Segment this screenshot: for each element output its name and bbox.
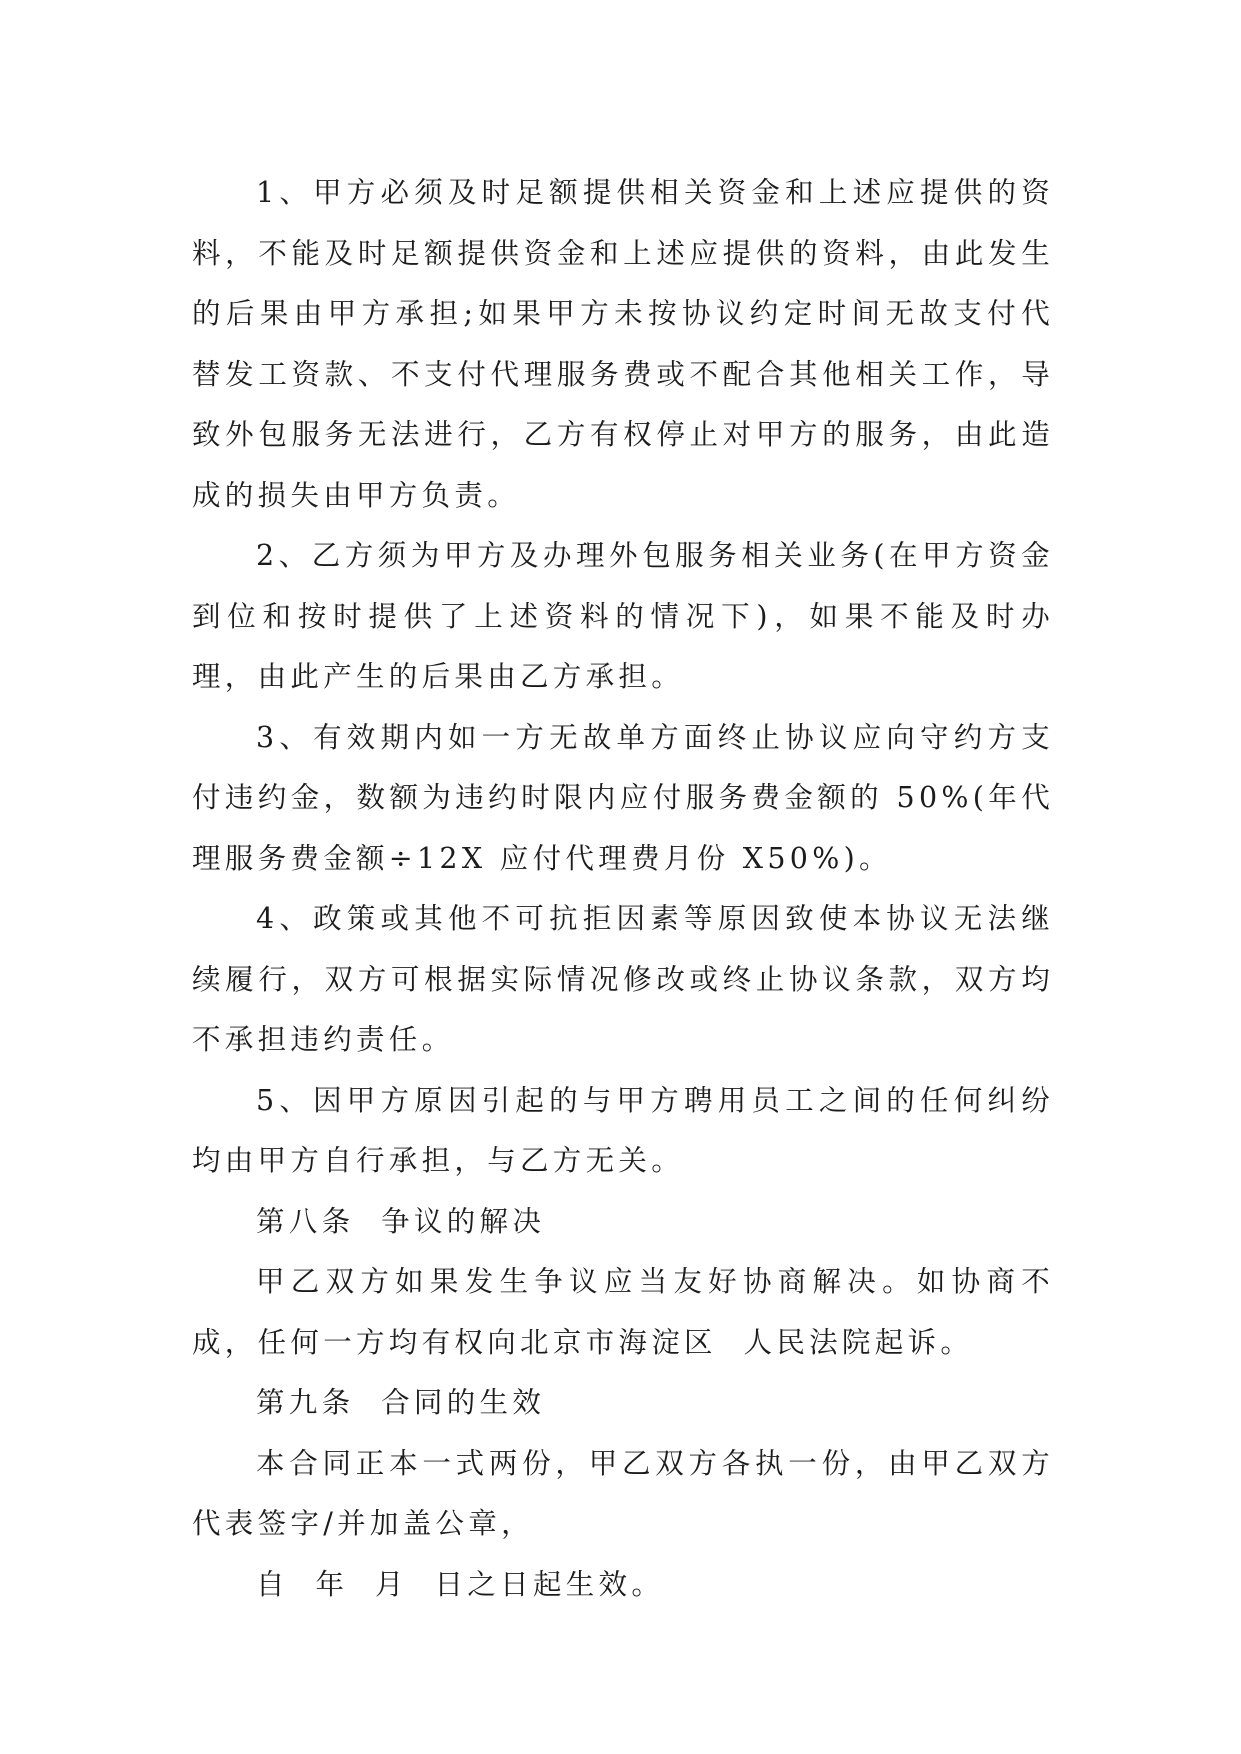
clause-1-paragraph: 1、甲方必须及时足额提供相关资金和上述应提供的资料，不能及时足额提供资金和上述应提供的资料，由此发生的后果由甲方承担;如果甲方未按协议约定时间无故支付代替发工资款、不支付代理服务费或不配合其他相关工作，导致外包服务无法进行，乙方有权停止对甲方的服务，由此造成的损失由甲方负责。 xyxy=(192,176,1054,512)
document-body xyxy=(192,163,1054,1615)
article-9-heading: 第九条 合同的生效 xyxy=(256,1386,546,1419)
clause-5-paragraph: 5、因甲方原因引起的与甲方聘用员工之间的任何纠纷均由甲方自行承担，与乙方无关。 xyxy=(192,1083,1054,1177)
contract-copies-paragraph: 本合同正本一式两份，甲乙双方各执一份，由甲乙双方代表签字/并加盖公章， xyxy=(192,1446,1054,1540)
clause-3-paragraph: 3、有效期内如一方无故单方面终止协议应向守约方支付违约金，数额为违约时限内应付服务费金额的 50%(年代理服务费金额÷12X 应付代理费月份 X50%)。 xyxy=(192,720,1054,875)
clause-4-paragraph: 4、政策或其他不可抗拒因素等原因致使本协议无法继续履行，双方可根据实际情况修改或终止协议条款，双方均不承担违约责任。 xyxy=(192,902,1054,1056)
effective-date-paragraph: 自 年 月 日之日起生效。 xyxy=(256,1567,665,1601)
dispute-resolution-paragraph: 甲乙双方如果发生争议应当友好协商解决。如协商不成，任何一方均有权向北京市海淀区 人民法院起诉。 xyxy=(192,1265,1054,1359)
article-8-heading: 第八条 争议的解决 xyxy=(256,1204,546,1238)
clause-2-paragraph: 2、乙方须为甲方及办理外包服务相关业务(在甲方资金到位和按时提供了上述资料的情况下)，如果不能及时办理，由此产生的后果由乙方承担。 xyxy=(192,539,1054,693)
